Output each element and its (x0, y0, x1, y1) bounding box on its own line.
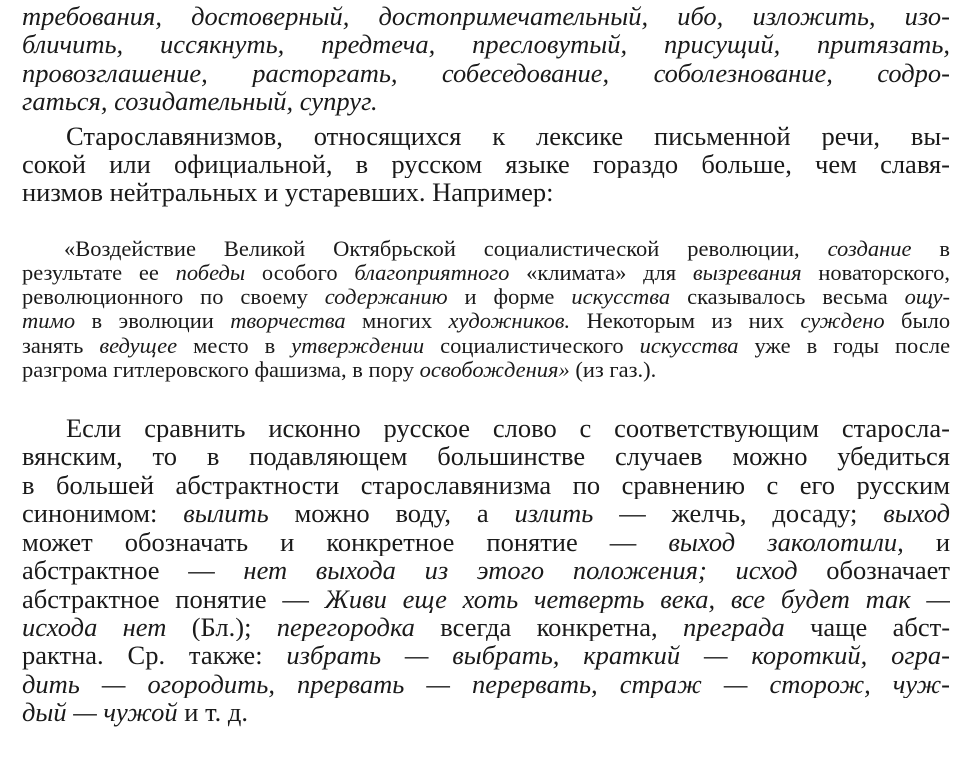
text-line: исхода нет (Бл.); перегородка всегда конкретна, преграда чаще абст- (22, 612, 950, 642)
text-line: вянским, то в подавляющем большинстве случаев можно убедиться (22, 442, 950, 471)
word-list-paragraph (22, 2, 950, 116)
text-line: требования, достоверный, достопримечательный, ибо, изложить, изо- (22, 2, 950, 31)
text-line: дый — чужой и т. д. (22, 698, 249, 727)
newspaper-quote (22, 237, 950, 382)
text-line: рактна. Ср. также: избрать — выбрать, краткий — короткий, огра- (22, 641, 950, 670)
text-line: может обозначать и конкретное понятие — выход заколотили, и (22, 527, 950, 557)
quote-line: революционного по своему содержанию и форме искусства сказывалось весьма ощу- (22, 285, 950, 310)
text-line: сокой или официальной, в русском языке гораздо больше, чем славя- (22, 150, 950, 179)
quote-line: тимо в эволюции творчества многих художников. Некоторым из них суждено было (22, 309, 950, 334)
quote-line: «Воздействие Великой Октябрьской социалистической революции, создание в (64, 236, 950, 261)
text-line: абстрактное понятие — Живи еще хоть четверть века, все будет так — (22, 584, 950, 613)
text-line: низмов нейтральных и устаревших. Например: (22, 178, 554, 207)
quote-line: занять ведущее место в утверждении социалистического искусства уже в годы после (22, 333, 950, 358)
text-line: в большей абстрактности старославянизма по сравнению с его русским (22, 470, 950, 500)
quote-line: результате ее победы особого благоприятного «климата» для вызревания новаторского, (22, 261, 950, 286)
text-line: гаться, созидательный, супруг. (22, 87, 378, 116)
abstractness-paragraph (22, 414, 950, 726)
text-line: дить — огородить, прервать — перервать, страж — сторож, чуж- (22, 669, 950, 699)
book-page (22, 0, 950, 727)
text-line: бличить, иссякнуть, предтеча, пресловутый, присущий, притязать, (22, 30, 950, 59)
text-line: Если сравнить исконно русское слово с соответствующим старосла- (66, 414, 950, 443)
text-line: провозглашение, расторгать, собеседование, соболезнование, содро- (22, 58, 950, 88)
text-line: абстрактное — нет выхода из этого положения; исход обозначает (22, 556, 950, 585)
text-line: Старославянизмов, относящихся к лексике письменной речи, вы- (66, 121, 950, 151)
slavonicisms-paragraph (22, 122, 950, 207)
quote-line: разгрома гитлеровского фашизма, в пору освобождения» (из газ.). (22, 357, 657, 382)
text-line: синонимом: вылить можно воду, а излить — желчь, досаду; выход (22, 499, 950, 528)
